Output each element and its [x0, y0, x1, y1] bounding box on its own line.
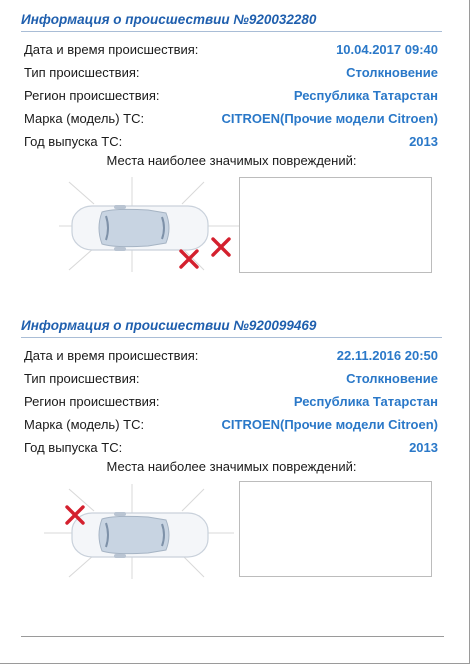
- row-label: Дата и время происшествия:: [24, 42, 199, 57]
- car-top-view-icon: [72, 512, 208, 558]
- info-row-region: [21, 390, 442, 413]
- damage-section-label: Места наиболее значимых повреждений:: [106, 459, 357, 474]
- info-row-model: [21, 107, 442, 130]
- row-label: Дата и время происшествия:: [24, 348, 199, 363]
- info-row-year: [21, 130, 442, 153]
- row-value: CITROEN(Прочие модели Citroen): [221, 111, 438, 126]
- damage-x-icon: [181, 251, 197, 267]
- damage-photo-box: [239, 177, 432, 273]
- incident-card: [21, 12, 442, 168]
- row-value: Столкновение: [346, 371, 438, 386]
- row-label: Год выпуска ТС:: [24, 440, 123, 455]
- row-value: Столкновение: [346, 65, 438, 80]
- row-label: Год выпуска ТС:: [24, 134, 123, 149]
- incident-card: [21, 318, 442, 474]
- incident-title: Информация о происшествии №920099469: [21, 318, 442, 338]
- row-label: Марка (модель) ТС:: [24, 111, 145, 126]
- info-row-type: [21, 61, 442, 84]
- info-row-region: [21, 84, 442, 107]
- row-value: CITROEN(Прочие модели Citroen): [221, 417, 438, 432]
- row-label: Тип происшествия:: [24, 371, 140, 386]
- info-row-datetime: [21, 344, 442, 367]
- info-row-type: [21, 367, 442, 390]
- row-value: 2013: [409, 440, 438, 455]
- car-top-view-icon: [72, 205, 208, 251]
- damage-photo-box: [239, 481, 432, 577]
- bottom-divider: [21, 636, 444, 637]
- damage-x-icon: [213, 239, 229, 255]
- info-row-datetime: [21, 38, 442, 61]
- row-value: 10.04.2017 09:40: [336, 42, 438, 57]
- row-label: Марка (модель) ТС:: [24, 417, 145, 432]
- row-label: Тип происшествия:: [24, 65, 140, 80]
- damage-section-label: Места наиболее значимых повреждений:: [106, 153, 357, 168]
- row-label: Регион происшествия:: [24, 88, 160, 103]
- row-value: Республика Татарстан: [293, 88, 438, 103]
- row-label: Регион происшествия:: [24, 394, 160, 409]
- row-value: 22.11.2016 20:50: [336, 348, 438, 363]
- car-diagram: [54, 172, 249, 277]
- row-value: 2013: [409, 134, 438, 149]
- info-row-year: [21, 436, 442, 459]
- incident-title: Информация о происшествии №920032280: [21, 12, 442, 32]
- row-value: Республика Татарстан: [293, 394, 438, 409]
- info-row-model: [21, 413, 442, 436]
- car-diagram: [39, 479, 239, 584]
